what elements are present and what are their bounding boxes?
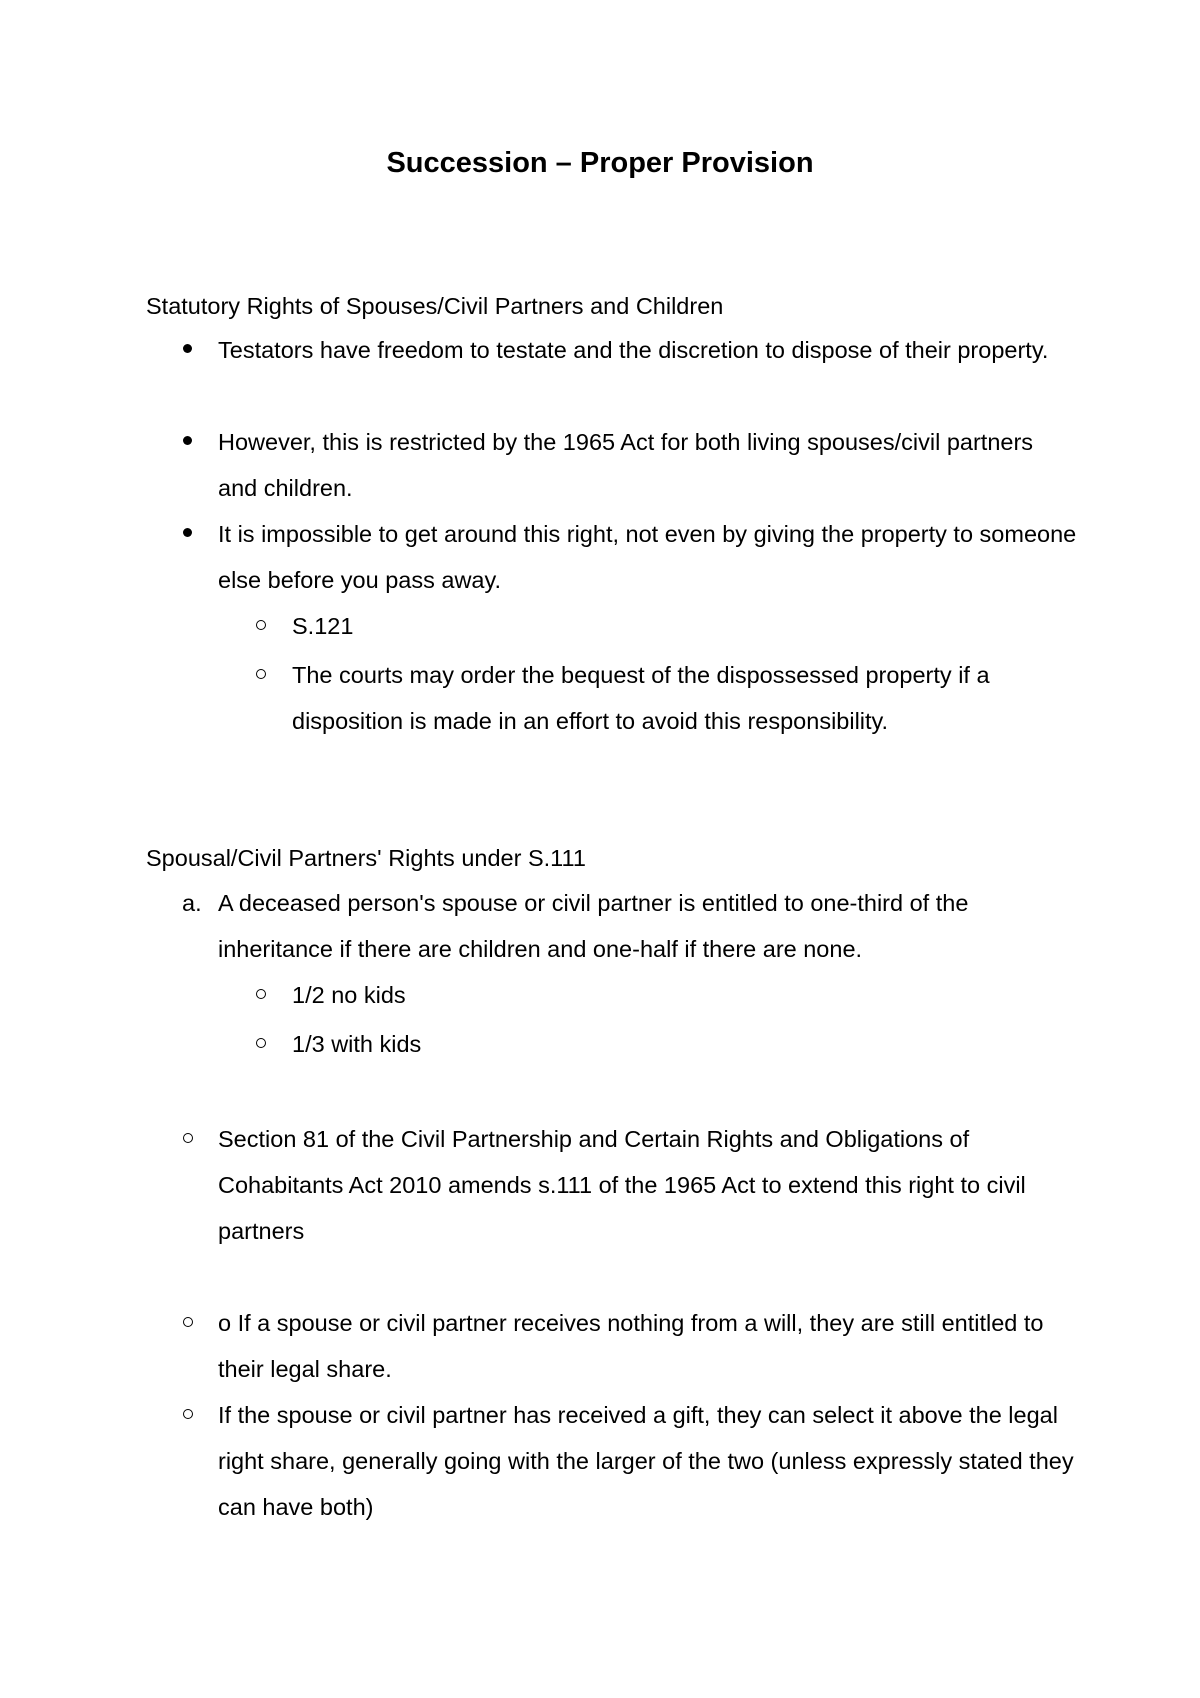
list-marker: a. [182,890,202,916]
list-item-text: o If a spouse or civil partner receives nothing from a will, they are still entitled to their legal share. [218,1310,1044,1382]
bullet-icon [183,528,192,537]
circle-bullet-icon [183,1317,193,1327]
circle-bullet-icon [256,620,266,630]
sub-list-item-text: S.121 [292,613,354,639]
sub-list-item-text: The courts may order the bequest of the dispossessed property if a disposition is made in an effort to avoid this responsibility. [292,662,990,734]
circle-bullet-icon [256,669,266,679]
list-item-text: Section 81 of the Civil Partnership and Certain Rights and Obligations of Cohabitants Act 2010 amends s.111 of the 1965 Act to extend this right to civil partners [218,1126,1026,1244]
circle-bullet-icon [256,989,266,999]
list-item [218,1300,1078,1392]
list-item [218,1116,1078,1254]
sub-list-item [292,972,1082,1018]
circle-bullet-icon [256,1038,266,1048]
circle-bullet-icon [183,1409,193,1419]
list-item-text: However, this is restricted by the 1965 Act for both living spouses/civil partners and children. [218,429,1034,501]
bullet-icon [183,436,192,445]
list-item [218,511,1078,603]
sub-list-item [292,652,1082,744]
section-heading-statutory-rights: Statutory Rights of Spouses/Civil Partners and Children [146,293,724,319]
list-item [182,880,1078,972]
sub-list-item [292,603,1082,649]
section-heading-spousal-rights: Spousal/Civil Partners' Rights under S.111 [146,845,586,871]
circle-bullet-icon [183,1133,193,1143]
list-item [218,419,1078,511]
page-title: Succession – Proper Provision [386,147,814,179]
list-item-text: It is impossible to get around this right, not even by giving the property to someone else before you pass away. [218,521,1077,593]
sub-list-item-text: 1/3 with kids [292,1031,422,1057]
list-item [218,327,1078,373]
list-item [218,1392,1078,1530]
sub-list-item-text: 1/2 no kids [292,982,406,1008]
list-item-text: Testators have freedom to testate and the discretion to dispose of their property. [218,337,1049,363]
sub-list-item [292,1021,1082,1067]
bullet-icon [183,344,192,353]
list-item-text: A deceased person's spouse or civil partner is entitled to one-third of the inheritance if there are children and one-half if there are none. [218,890,969,962]
list-item-text: If the spouse or civil partner has received a gift, they can select it above the legal right share, generally going with the larger of the two (unless expressly stated they can have both) [218,1402,1074,1520]
